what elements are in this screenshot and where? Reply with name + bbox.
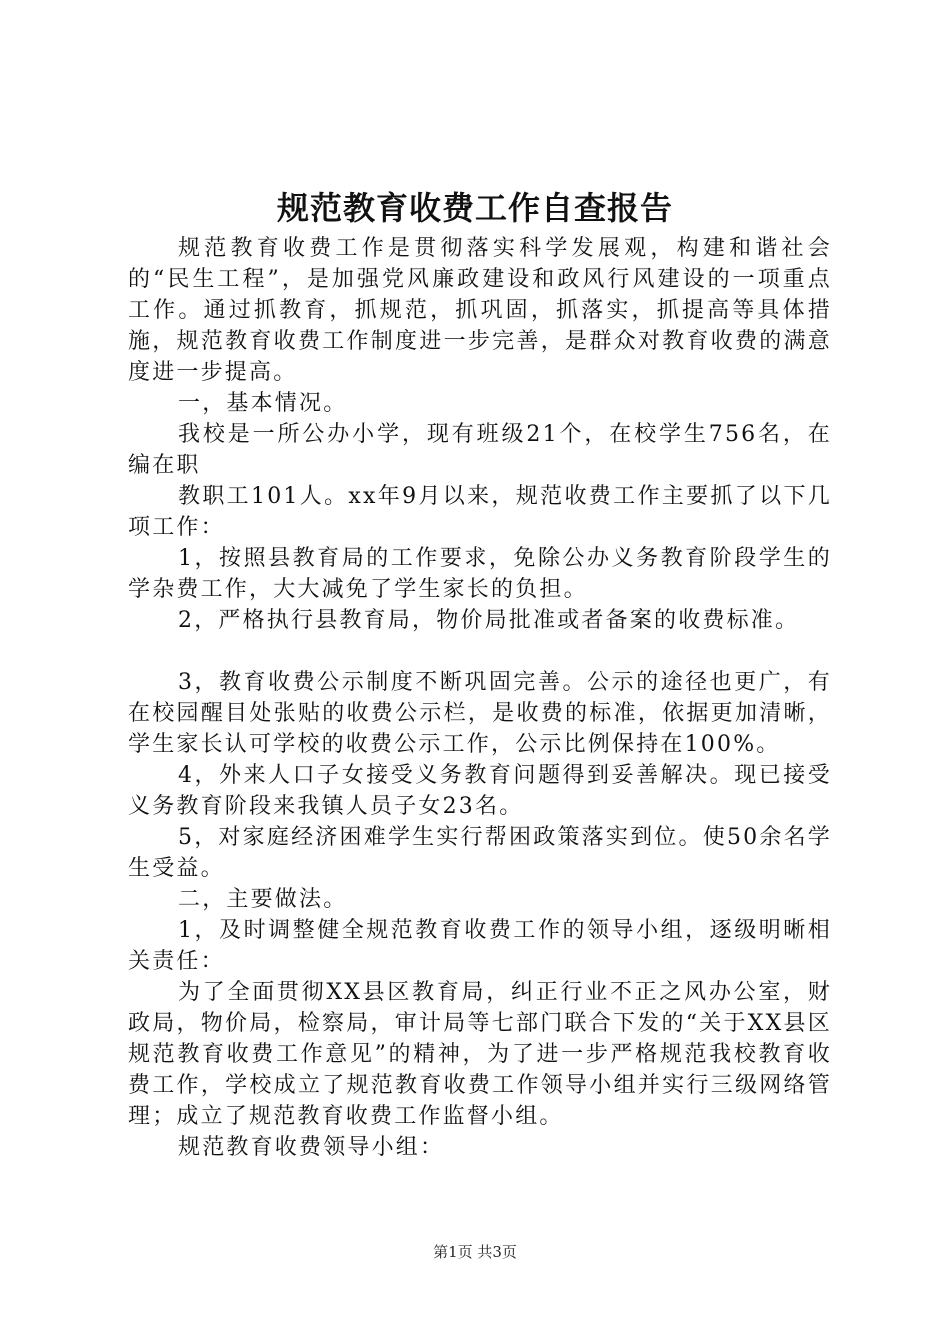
section-heading-main-methods: 二，主要做法。 xyxy=(178,887,348,912)
list-item-4: 4，外来人口子女接受义务教育问题得到妥善解决。现已接受义务教育阶段来我镇人员子女23名。 xyxy=(128,763,832,819)
list-item-1: 1，按照县教育局的工作要求，免除公办义务教育阶段学生的学杂费工作，大大减免了学生家长的负担。 xyxy=(128,546,832,602)
paragraph-leading-group: 规范教育收费领导小组： xyxy=(178,1135,445,1160)
document-body xyxy=(128,233,832,1163)
paragraph-intro: 规范教育收费工作是贯彻落实科学发展观，构建和谐社会的“民生工程”，是加强党风廉政建设和政风行风建设的一项重点工作。通过抓教育，抓规范，抓巩固，抓落实，抓提高等具体措施，规范教育收费工作制度进一步完善，是群众对教育收费的满意度进一步提高。 xyxy=(128,236,832,385)
section-heading-basic-situation: 一，基本情况。 xyxy=(178,391,348,416)
paragraph-staff-info: 教职工101人。xx年9月以来，规范收费工作主要抓了以下几项工作： xyxy=(128,484,832,540)
list-item-2: 2，严格执行县教育局，物价局批准或者备案的收费标准。 xyxy=(178,608,800,633)
method-item-1: 1，及时调整健全规范教育收费工作的领导小组，逐级明晰相关责任： xyxy=(128,918,832,974)
paragraph-implementation: 为了全面贯彻XX县区教育局，纠正行业不正之风办公室，财政局，物价局，检察局，审计局等七部门联合下发的“关于XX县区规范教育收费工作意见”的精神，为了进一步严格规范我校教育收费工作，学校成立了规范教育收费工作领导小组并实行三级网络管理；成立了规范教育收费工作监督小组。 xyxy=(128,980,832,1129)
list-item-3: 3，教育收费公示制度不断巩固完善。公示的途径也更广，有在校园醒目处张贴的收费公示栏，是收费的标准，依据更加清晰，学生家长认可学校的收费公示工作，公示比例保持在100%。 xyxy=(128,670,832,757)
page-footer: 第1页 共3页 xyxy=(433,1243,517,1261)
list-item-5: 5，对家庭经济困难学生实行帮困政策落实到位。使50余名学生受益。 xyxy=(128,825,832,881)
paragraph-school-info: 我校是一所公办小学，现有班级21个，在校学生756名，在编在职 xyxy=(128,422,832,478)
document-title: 规范教育收费工作自查报告 xyxy=(276,189,673,227)
